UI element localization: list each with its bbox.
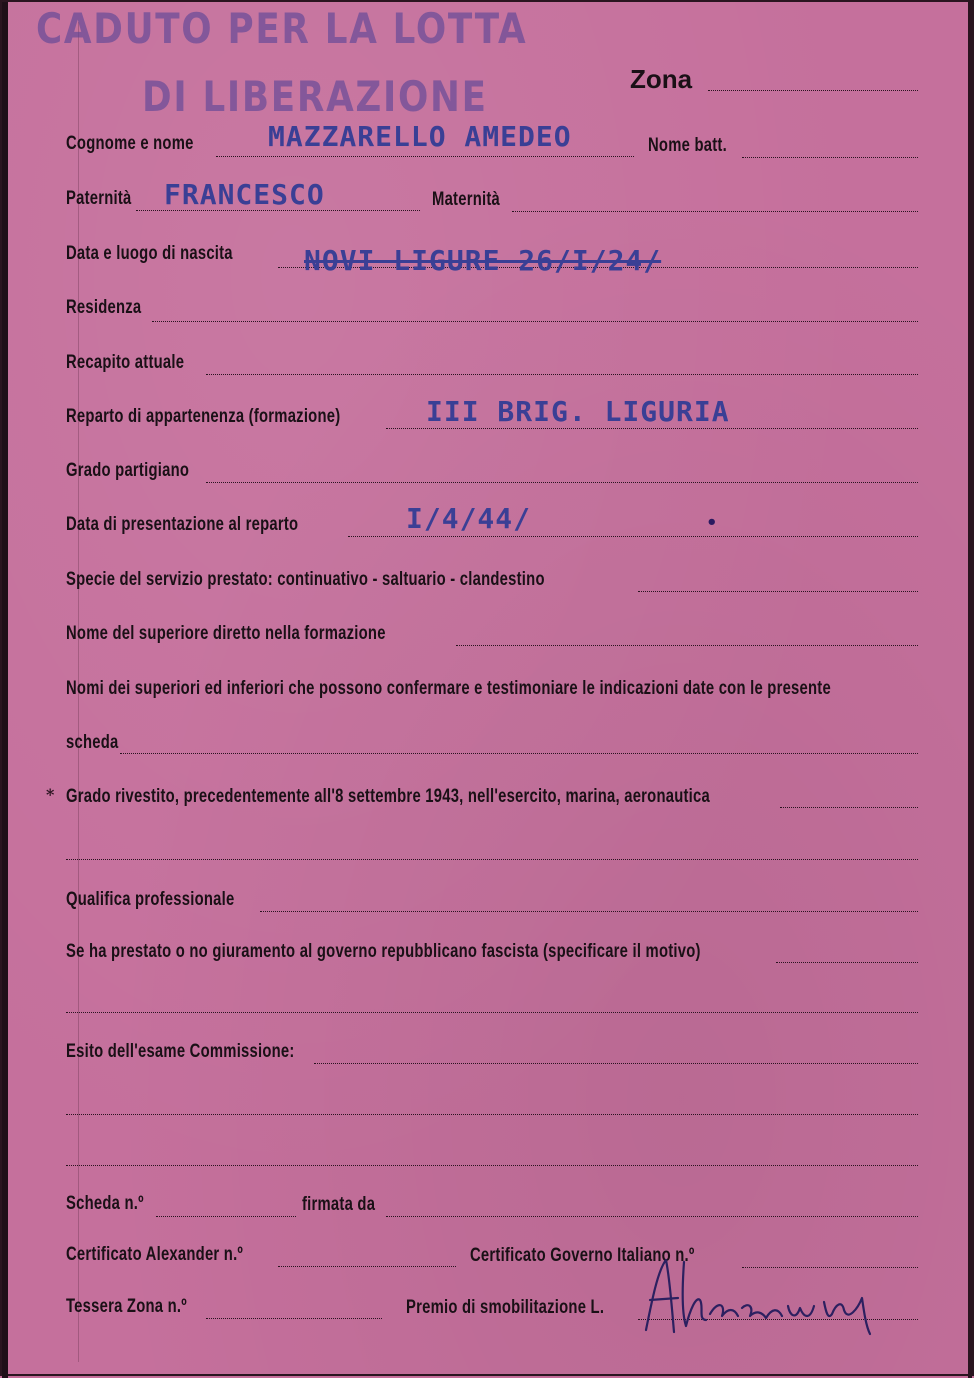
specie-field[interactable] bbox=[638, 591, 918, 592]
zona-label: Zona bbox=[630, 64, 693, 94]
stamp-line-1: CADUTO PER LA LOTTA bbox=[36, 4, 528, 53]
paternita-value: FRANCESCO bbox=[164, 178, 325, 211]
grado-partigiano-label: Grado partigiano bbox=[66, 460, 190, 481]
nome-batt-field[interactable] bbox=[742, 157, 918, 158]
grado-partigiano-field[interactable] bbox=[206, 482, 918, 483]
alexander-field[interactable] bbox=[278, 1266, 456, 1267]
firmata-field[interactable] bbox=[386, 1216, 918, 1217]
handwritten-signature bbox=[638, 1250, 908, 1340]
esito-field-3[interactable] bbox=[66, 1165, 918, 1166]
recapito-label: Recapito attuale bbox=[66, 352, 185, 373]
residenza-field[interactable] bbox=[152, 321, 918, 322]
zona-field[interactable] bbox=[708, 90, 918, 91]
scheda-n-field[interactable] bbox=[156, 1216, 296, 1217]
nomi-superiori-field[interactable] bbox=[120, 753, 918, 754]
card-left-edge bbox=[2, 2, 8, 1378]
alexander-label: Certificato Alexander n.º bbox=[66, 1244, 244, 1265]
qualifica-label: Qualifica professionale bbox=[66, 889, 235, 910]
recapito-field[interactable] bbox=[206, 374, 918, 375]
cognome-nome-label: Cognome e nome bbox=[66, 133, 194, 154]
giuramento-field[interactable] bbox=[776, 962, 918, 963]
giuramento-field-2[interactable] bbox=[66, 1012, 918, 1013]
premio-label: Premio di smobilitazione L. bbox=[406, 1297, 605, 1318]
nome-batt-label: Nome batt. bbox=[648, 135, 727, 156]
esito-label: Esito dell'esame Commissione: bbox=[66, 1041, 295, 1062]
ink-dot: • bbox=[706, 512, 718, 533]
scheda-n-label: Scheda n.º bbox=[66, 1193, 144, 1214]
superiore-label: Nome del superiore diretto nella formazione bbox=[66, 623, 386, 644]
reparto-label: Reparto di appartenenza (formazione) bbox=[66, 406, 341, 427]
esito-field[interactable] bbox=[314, 1063, 918, 1064]
cognome-nome-field[interactable] bbox=[216, 156, 634, 157]
presentazione-label: Data di presentazione al reparto bbox=[66, 514, 299, 535]
nascita-label: Data e luogo di nascita bbox=[66, 243, 233, 264]
tessera-field[interactable] bbox=[206, 1318, 382, 1319]
superiore-field[interactable] bbox=[456, 645, 918, 646]
qualifica-field[interactable] bbox=[260, 911, 918, 912]
residenza-label: Residenza bbox=[66, 297, 142, 318]
stamp-line-2: DI LIBERAZIONE bbox=[142, 72, 488, 121]
paternita-label: Paternità bbox=[66, 188, 132, 209]
scheda-line-label: scheda bbox=[66, 732, 119, 753]
asterisk-mark: * bbox=[46, 785, 55, 804]
maternita-label: Maternità bbox=[432, 189, 500, 210]
reparto-field[interactable] bbox=[386, 428, 918, 429]
firmata-label: firmata da bbox=[302, 1194, 376, 1215]
maternita-field[interactable] bbox=[512, 211, 918, 212]
grado-rivestito-label: Grado rivestito, precedentemente all'8 settembre 1943, nell'esercito, marina, aeronautica bbox=[66, 786, 710, 807]
nascita-value: NOVI LIGURE 26/I/24/ bbox=[304, 244, 662, 277]
reparto-value: III BRIG. LIGURIA bbox=[426, 395, 730, 428]
governo-label: Certificato Governo Italiano n.º bbox=[470, 1245, 695, 1266]
tessera-label: Tessera Zona n.º bbox=[66, 1296, 187, 1317]
giuramento-label: Se ha prestato o no giuramento al governo repubblicano fascista (specificare il motivo) bbox=[66, 941, 701, 962]
presentazione-field[interactable] bbox=[348, 536, 918, 537]
esito-field-2[interactable] bbox=[66, 1114, 918, 1115]
specie-label: Specie del servizio prestato: continuativo - saltuario - clandestino bbox=[66, 569, 545, 590]
presentazione-value: I/4/44/ bbox=[406, 502, 532, 535]
cognome-nome-value: MAZZARELLO AMEDEO bbox=[268, 120, 572, 153]
grado-rivestito-field-2[interactable] bbox=[66, 859, 918, 860]
card-right-edge bbox=[968, 2, 972, 1378]
nomi-superiori-label: Nomi dei superiori ed inferiori che possono confermare e testimoniare le indicazioni date con le presente bbox=[66, 678, 831, 699]
grado-rivestito-field[interactable] bbox=[780, 807, 918, 808]
